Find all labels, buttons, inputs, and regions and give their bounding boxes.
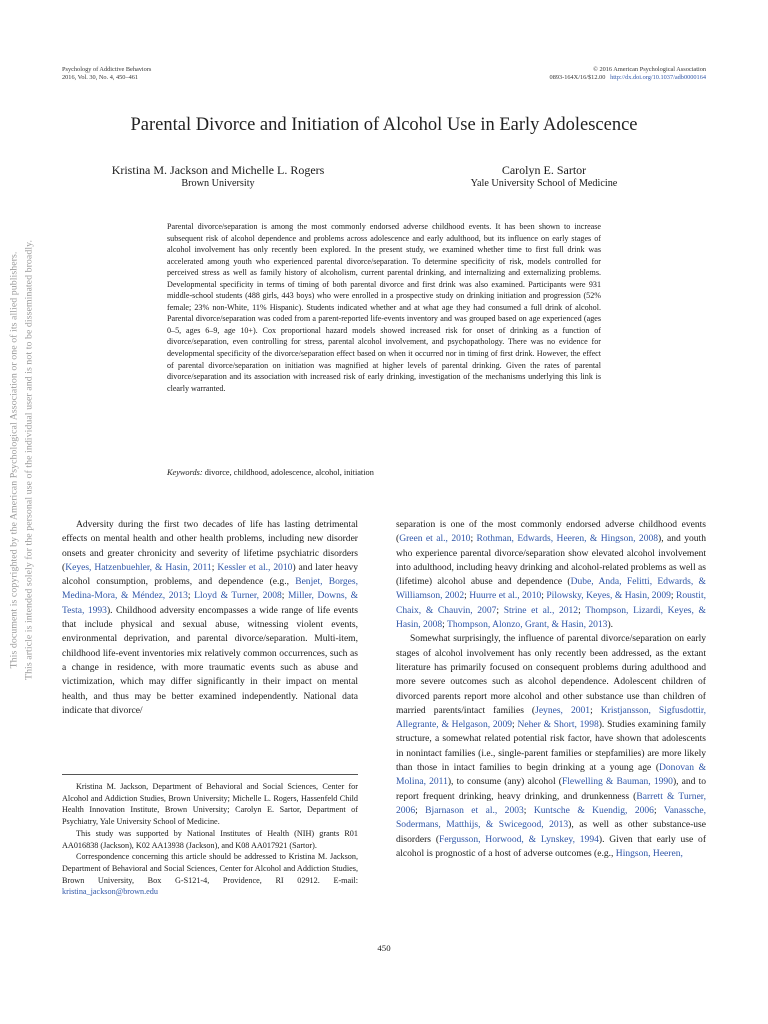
abstract: Parental divorce/separation is among the most commonly endorsed adverse childhood events. It has been shown to increase subsequent risk of alcohol dependence and problems across adolescence and early adulthood, but its influence on early stages of alcohol involvement has only recently been explored. In the present study, we examined whether time to first full drink was accelerated among youth who experienced parental divorce/separation. To determine specificity of risk, models controlled for perceived stress as well as family history of alcoholism, current parental drinking, and internalizing and externalizing problems. Developmental specificity in terms of timing of both parental divorce and first drink was also examined. Participants were 931 middle-school students (488 girls, 443 boys) who were enrolled in a prospective study on drinking initiation and progression (52% female; 23% non-White, 11% Hispanic). Students indicated whether and at what age they had consumed a full drink of alcohol. Parental divorce/separation was coded from a parent-reported life-events inventory and was grouped based on age experienced (ages 0–5, ages 6–9, age 10+). Cox proportional hazard models showed increased risk for onset of drinking as a function of divorce/separation, even controlling for stress, parental alcohol involvement, and psychopathology. There was no evidence for developmental specificity of the divorce/separation effect based on when it occurred nor in timing of first drink. However, the effect of parental divorce/separation on initiation was magnified at higher levels of parental drinking. Given the rates of parental divorce/separation and its association with increased risk of early drinking, investigation of the mechanisms underlying this link is clearly warranted. (167, 222, 601, 393)
body-text: ), as well as other substance-use disorders ( (396, 819, 706, 845)
footnote-affiliations: Kristina M. Jackson, Department of Behavioral and Social Sciences, Center for Alcohol and Addiction Studies, Brown University; Michelle L. Rogers, Hassenfeld Child Health Innovation Institute, Brown University; Carolyn E. Sartor, Department of Psychiatry, Yale University School of Medicine. (62, 782, 358, 827)
citation-link[interactable]: Roustit, Chaix, & Chauvin, 2007 (396, 590, 706, 616)
journal-header (62, 66, 151, 82)
body-text: ; (470, 533, 477, 545)
citation-link[interactable]: Fergusson, Horwood, & Lynskey, 1994 (439, 833, 599, 845)
author-names: Kristina M. Jackson and Michelle L. Rogers (111, 163, 325, 177)
body-text: ). Childhood adversity encompasses a wide range of life events that include physical and sexual abuse, witnessing violent events, environmental deprivation, and parental divorce/separation. Multi-item, childhood life-event inventories mix relatively common occurrences, such as a change in residence, with more traumatic events such as abuse and victimization, which may differ significantly in their impact on mental health, and thus may be better examined independently. National data indicate that divorce/ (62, 604, 358, 716)
body-text: ; (523, 804, 534, 816)
sidebar-usage-notice: This article is intended solely for the personal use of the individual user and is not to be disseminated broadly. (23, 239, 35, 681)
body-text: ). Studies examining family structure, a somewhat related potential risk factor, have shown that adolescents in nonintact families (i.e., single-parent families or stepfamilies) are more likely than those in intact families to begin drinking at a young age ( (396, 719, 707, 774)
citation-link[interactable]: Flewelling & Bauman, 1990 (561, 776, 673, 788)
citation-link[interactable]: Bjarnason et al., 2003 (425, 804, 524, 816)
citation-link[interactable]: Donovan & Molina, 2011 (396, 762, 706, 788)
body-text: ; (281, 590, 289, 602)
body-text: ; (187, 590, 195, 602)
citation-link[interactable]: Dube, Anda, Felitti, Edwards, & Williamson, 2002 (396, 576, 706, 602)
citation-link[interactable]: Pilowsky, Keyes, & Hasin, 2009 (546, 590, 671, 602)
body-text: ; (578, 604, 586, 616)
author-names: Carolyn E. Sartor (501, 163, 587, 177)
body-paragraph (396, 632, 706, 861)
keywords-text: divorce, childhood, adolescence, alcohol, initiation (204, 468, 374, 477)
page-number: 450 (377, 943, 391, 953)
body-text: ) and later heavy alcohol consumption, problems, and dependence (e.g., (62, 561, 358, 588)
body-column-right (396, 518, 706, 861)
body-text: separation is one of the most commonly endorsed adverse childhood events ( (396, 519, 706, 545)
body-paragraph (396, 518, 706, 632)
body-text: ; (496, 604, 504, 616)
citation-link[interactable]: Benjet, Borges, Medina-Mora, & Méndez, 2013 (62, 576, 358, 602)
body-text: ; (464, 590, 470, 602)
citation-link[interactable]: Green et al., 2010 (399, 533, 471, 545)
journal-name: Psychology of Addictive Behaviors (62, 66, 152, 73)
citation-link[interactable]: Strine et al., 2012 (503, 604, 579, 616)
body-text: ; (590, 704, 601, 716)
issn: 0893-164X/16/$12.00 (549, 74, 606, 81)
sidebar-copyright-notice: This document is copyrighted by the American Psychological Association or one of its allied publishers. (8, 251, 20, 669)
body-paragraph (62, 518, 358, 718)
footnote-funding: This study was supported by National Institutes of Health (NIH) grants R01 AA016838 (Jackson), K02 AA13938 (Jackson), and K08 AA017921 (Sartor). (62, 828, 358, 850)
copyright-line: © 2016 American Psychological Association (593, 66, 706, 73)
journal-volume: 2016, Vol. 30, No. 4, 450–461 (62, 74, 139, 81)
citation-link[interactable]: Barrett & Turner, 2006 (396, 790, 706, 816)
citation-link[interactable]: Lloyd & Turner, 2008 (194, 590, 282, 602)
citation-link[interactable]: Kessler et al., 2010 (217, 561, 293, 573)
body-text: ; (512, 719, 518, 731)
body-text: ; (541, 590, 547, 602)
body-text: ; (442, 619, 448, 631)
author-block-1 (68, 163, 368, 191)
body-text: ; (211, 561, 218, 573)
author-block-2 (394, 163, 694, 191)
citation-link[interactable]: Thompson, Lizardi, Keyes, & Hasin, 2008 (396, 604, 706, 631)
citation-link[interactable]: Miller, Downs, & Testa, 1993 (62, 590, 358, 616)
body-text: ; (415, 804, 426, 816)
copyright-header (550, 66, 706, 82)
citation-link[interactable]: Thompson, Alonzo, Grant, & Hasin, 2013 (447, 619, 608, 631)
keywords (167, 468, 601, 477)
email-link[interactable]: kristina_jackson@brown.edu (62, 887, 158, 897)
footnote-correspondence (62, 851, 358, 898)
body-text: ), and to report frequent drinking, heavy drinking, and drunkenness ( (396, 776, 707, 802)
body-text: ), and youth who experience parental divorce/separation show elevated alcohol involvement into adulthood, including heavy drinking and alcohol-related problems as well as (lifetime) alcohol abuse and dependence ( (396, 533, 706, 588)
author-affiliation: Brown University (181, 178, 255, 189)
citation-link[interactable]: Kuntsche & Kuendig, 2006 (533, 804, 654, 816)
article-title: Parental Divorce and Initiation of Alcohol Use in Early Adolescence (130, 115, 638, 135)
citation-link[interactable]: Rothman, Edwards, Heeren, & Hingson, 2008 (476, 533, 659, 545)
body-text: ; (670, 590, 677, 602)
citation-link[interactable]: Kristjansson, Sigfusdottir, Allegrante, & Helgason, 2009 (396, 704, 706, 731)
citation-link[interactable]: Jeynes, 2001 (535, 704, 591, 716)
author-footnotes (62, 774, 358, 898)
body-column-left (62, 518, 358, 718)
citation-link[interactable]: Neher & Short, 1998 (517, 719, 599, 731)
body-text: ). Given that early use of alcohol is prognostic of a host of adverse outcomes (e.g., (396, 833, 706, 859)
footnote-text: Correspondence concerning this article should be addressed to Kristina M. Jackson, Department of Behavioral and Social Sciences, Center for Alcohol and Addiction Studies, Brown University, Box G-S121-4, Providence, RI 02912. E-mail: (62, 852, 358, 885)
author-affiliation: Yale University School of Medicine (470, 178, 618, 189)
keywords-label: Keywords: (167, 468, 203, 477)
citation-link[interactable]: Vanassche, Sodermans, Matthijs, & Swicegood, 2013 (396, 804, 707, 831)
body-text: ). (607, 619, 614, 631)
body-text: Adversity during the first two decades of life has lasting detrimental effects on mental health and other health problems, including new disorder onsets and greater chronicity and severity of lifetime psychiatric disorders ( (62, 519, 358, 573)
citation-link[interactable]: Hingson, Heeren, (615, 847, 683, 859)
body-text: ), to consume (any) alcohol ( (447, 776, 562, 788)
citation-link[interactable]: Keyes, Hatzenbuehler, & Hasin, 2011 (65, 561, 212, 573)
doi-link[interactable]: http://dx.doi.org/10.1037/adb0000164 (610, 74, 706, 81)
issn-doi-line (550, 74, 706, 82)
citation-link[interactable]: Huurre et al., 2010 (469, 590, 542, 602)
body-text: ; (653, 804, 664, 816)
body-text: Somewhat surprisingly, the influence of parental divorce/separation on early stages of alcohol involvement has only recently been addressed, as the extant literature has primarily focused on consequent problems during adulthood and more severe outcomes such as alcohol dependence. Adolescent children of divorced parents report more alcohol and other substance use than children of married parents/intact families ( (396, 633, 706, 716)
